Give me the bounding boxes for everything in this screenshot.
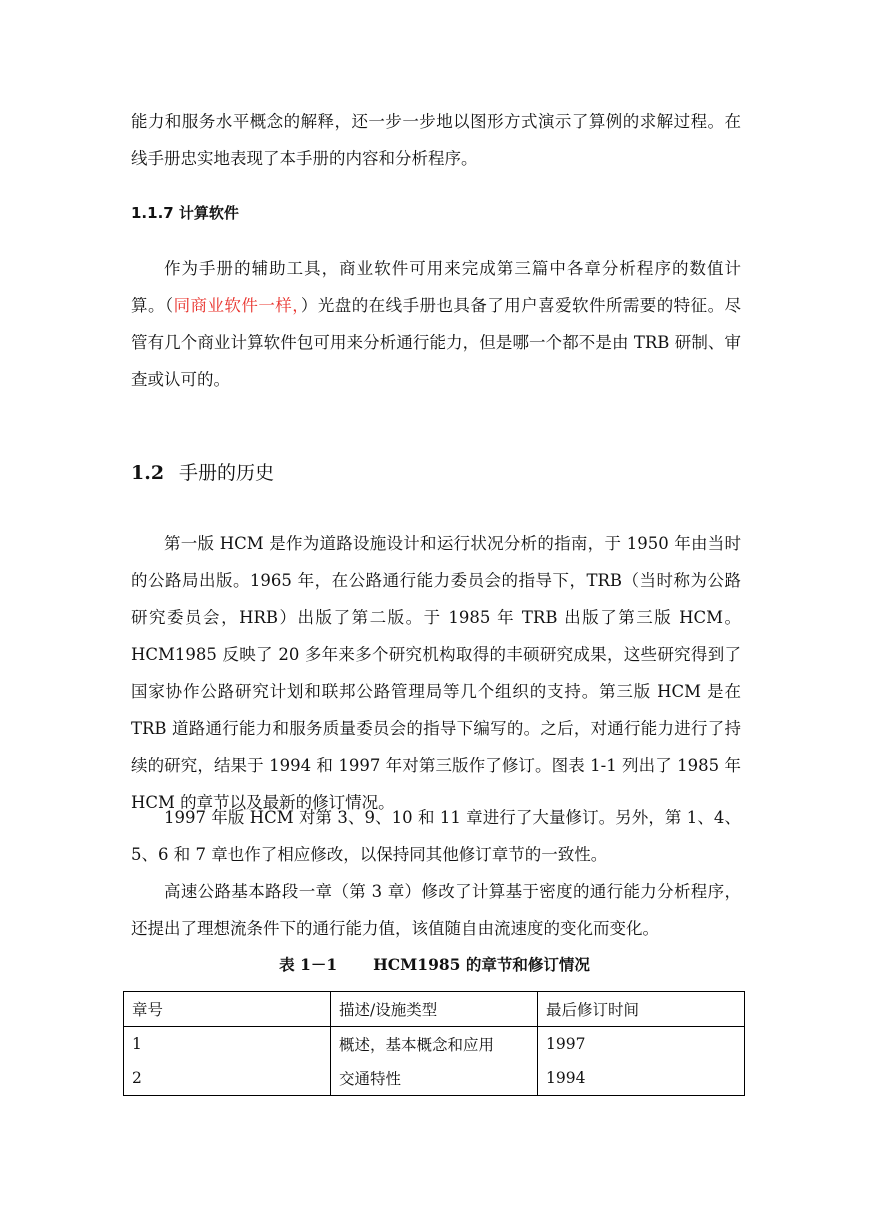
paragraph-1997-revision: 1997 年版 HCM 对第 3、9、10 和 11 章进行了大量修订。另外，第 1、4、5、6 和 7 章也作了相应修改，以保持同其他修订章节的一致性。 xyxy=(131,808,741,864)
cell-chapter: 1 xyxy=(124,1027,331,1062)
table-caption-title: HCM1985 的章节和修订情况 xyxy=(373,955,590,974)
cell-revision: 1997 xyxy=(538,1027,745,1062)
column-header-description: 描述/设施类型 xyxy=(331,992,538,1027)
paragraph-online-manual: 能力和服务水平概念的解释，还一步一步地以图形方式演示了算例的求解过程。在线手册忠实地表现了本手册的内容和分析程序。 xyxy=(131,112,741,168)
chapters-table xyxy=(123,991,745,1096)
section-title: 手册的历史 xyxy=(179,462,275,484)
paragraph-software-text-a: 作为手册的辅助工具，商业软件可用来完成第三篇中各章分析程序的数值计算。（ xyxy=(131,259,741,315)
cell-revision: 1994 xyxy=(538,1061,745,1096)
table-row xyxy=(124,1061,745,1096)
paragraph-software xyxy=(131,250,741,398)
paragraph-history: 第一版 HCM 是作为道路设施设计和运行状况分析的指南，于 1950 年由当时的公路局出版。1965 年，在公路通行能力委员会的指导下，TRB（当时称为公路研究委员会，HRB）出版了第二版。于 1985 年 TRB 出版了第三版 HCM。HCM1985 反映了 20 多年来多个研究机构取得的丰硕研究成果，这些研究得到了国家协作公路研究计划和联邦公路管理局等几个组织的支持。第三版 HCM 是在 TRB 道路通行能力和服务质量委员会的指导下编写的。之后，对通行能力进行了持续的研究，结果于 1994 和 1997 年对第三版作了修订。图表 1-1 列出了 1985 年 HCM 的章节以及最新的修订情况。 xyxy=(131,534,741,812)
table-row xyxy=(124,1027,745,1062)
highlighted-text: 同商业软件一样， xyxy=(173,296,301,315)
table-caption xyxy=(0,950,869,980)
table-header-row xyxy=(124,992,745,1027)
cell-description: 概述，基本概念和应用 xyxy=(331,1027,538,1062)
table-caption-label: 表 1－1 xyxy=(279,955,338,974)
column-header-chapter: 章号 xyxy=(124,992,331,1027)
cell-description: 交通特性 xyxy=(331,1061,538,1096)
cell-chapter: 2 xyxy=(124,1061,331,1096)
paragraph-software-text-b: ）光盘的在线手册也具备了用户喜爱软件所需要的特征。尽管有几个商业计算软件包可用来分析通行能力，但是哪一个都不是由 TRB 研制、审查或认可的。 xyxy=(131,296,742,389)
paragraph-freeway: 高速公路基本路段一章（第 3 章）修改了计算基于密度的通行能力分析程序，还提出了理想流条件下的通行能力值，该值随自由流速度的变化而变化。 xyxy=(131,882,741,938)
section-heading-software: 1.1.7 计算软件 xyxy=(131,204,239,222)
section-heading-history xyxy=(131,456,274,490)
column-header-revision: 最后修订时间 xyxy=(538,992,745,1027)
section-number: 1.2 xyxy=(131,462,165,484)
